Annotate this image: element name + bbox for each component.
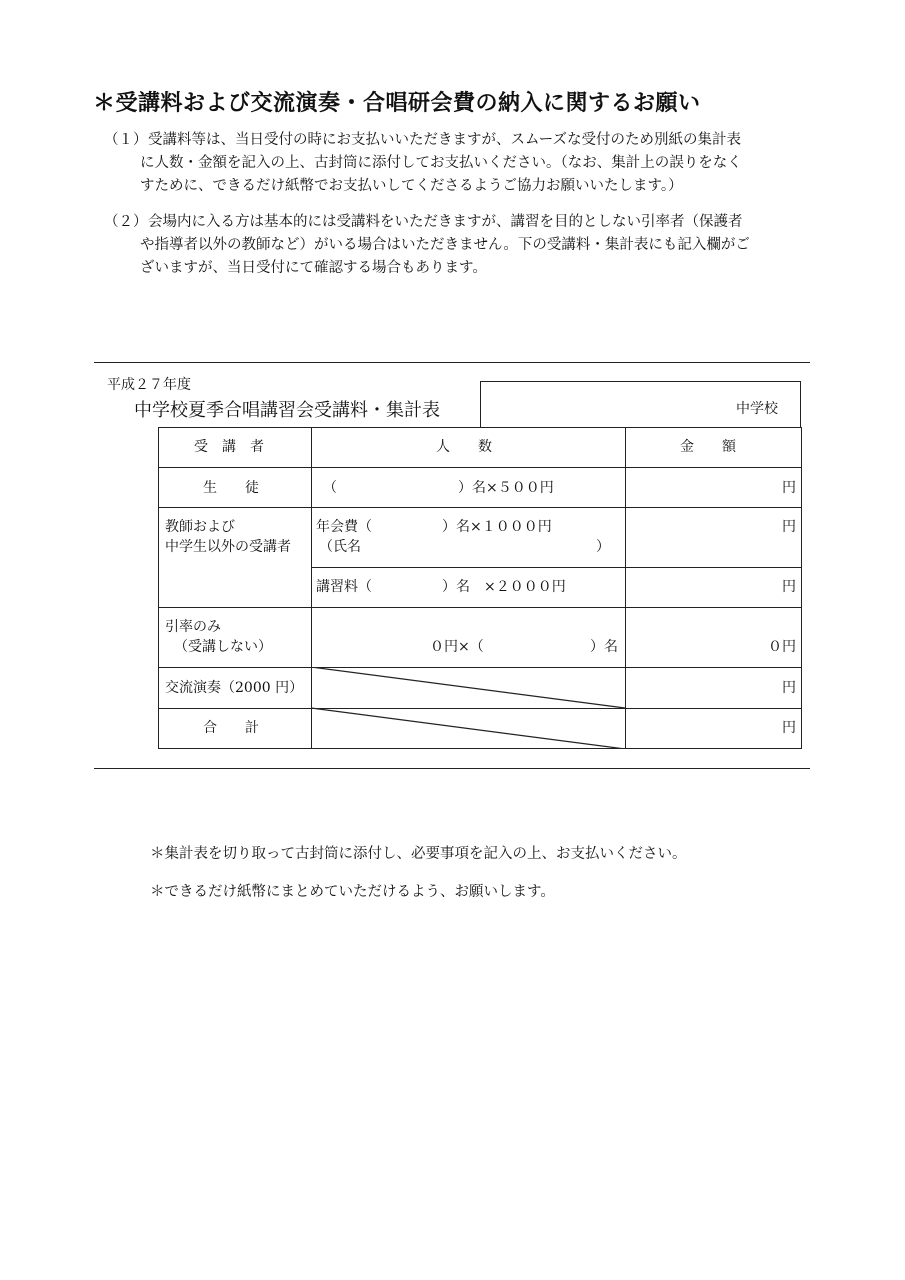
row-divider [311,567,802,568]
row-label-total: 合 計 [203,720,259,736]
row-label-chaperone-1: 引率のみ [165,619,221,635]
strike-total [311,708,625,749]
paragraph-line: 受講料等は、当日受付の時にお支払いいただきますが、スムーズな受付のため別紙の集計表 [148,132,742,148]
row-label-teacher-2: 中学生以外の受講者 [165,539,291,555]
annual-fee-prefix: 年会費（ [316,519,372,535]
header-count: 人 数 [436,439,492,455]
row-label-teacher-1: 教師および [165,519,235,535]
student-count-formula[interactable]: ）名×５００円 [458,480,554,496]
row-divider [158,607,802,608]
not-applicable-strikes [311,667,625,749]
footer-note-1: ＊集計表を切り取って古封筒に添付し、必要事項を記入の上、お支払いください。 [150,846,687,862]
lecture-fee-amount[interactable]: 円 [782,579,796,595]
lecture-fee-formula[interactable]: ）名 ×２０００円 [442,579,566,595]
chaperone-formula-suffix[interactable]: ）名 [590,639,618,655]
paragraph-line: 会場内に入る方は基本的には受講料をいただきますが、講習を目的としない引率者（保護者 [148,214,743,230]
row-divider [158,507,802,508]
form-title: 中学校夏季合唱講習会受講料・集計表 [134,400,440,421]
paragraph-number: （１） [104,132,148,148]
footer-note-2: ＊できるだけ紙幣にまとめていただけるよう、お願いします。 [150,884,555,900]
lecture-fee-prefix: 講習料（ [316,579,372,595]
cut-line-bottom [94,768,810,769]
annual-fee-formula[interactable]: ）名×１０００円 [442,519,552,535]
exchange-amount[interactable]: 円 [782,680,796,696]
page-heading: ＊受講料および交流演奏・合唱研会費の納入に関するお願い [93,91,701,116]
header-amount: 金 額 [680,439,736,455]
paragraph-line: に人数・金額を記入の上、古封筒に添付してお支払いください。（なお、集計上の誤りをなく [140,155,742,171]
teacher-name-open: （氏名 [319,539,361,555]
header-attendee: 受 講 者 [194,439,264,455]
row-divider [158,467,802,468]
total-amount[interactable]: 円 [782,720,796,736]
paragraph-number: （２） [104,214,148,230]
row-label-chaperone-2: （受講しない） [174,639,272,655]
school-name-field[interactable] [480,381,801,428]
instruction-paragraph-1 [104,129,816,198]
chaperone-amount: ０円 [768,639,796,655]
student-count-open: （ [323,480,337,496]
chaperone-formula-prefix: ０円×（ [430,639,484,655]
paragraph-line: すために、できるだけ紙幣でお支払いしてくださるようご協力お願いいたします。） [140,178,683,194]
row-label-exchange: 交流演奏（2000 円） [165,680,304,696]
column-divider [625,427,626,749]
teacher-name-close[interactable]: ） [596,539,610,555]
annual-fee-amount[interactable]: 円 [782,519,796,535]
fee-summary-table [158,427,802,749]
instruction-paragraph-2 [104,211,816,280]
paragraph-line: ざいますが、当日受付にて確認する場合もあります。 [140,260,487,276]
strike-exchange [311,667,625,708]
student-amount[interactable]: 円 [782,480,796,496]
fiscal-year: 平成２７年度 [107,377,191,393]
row-label-student: 生 徒 [203,480,259,496]
paragraph-line: や指導者以外の教師など）がいる場合はいただきません。下の受講料・集計表にも記入欄がご [140,237,750,253]
school-suffix: 中学校 [736,401,778,417]
cut-line-top [94,362,810,363]
